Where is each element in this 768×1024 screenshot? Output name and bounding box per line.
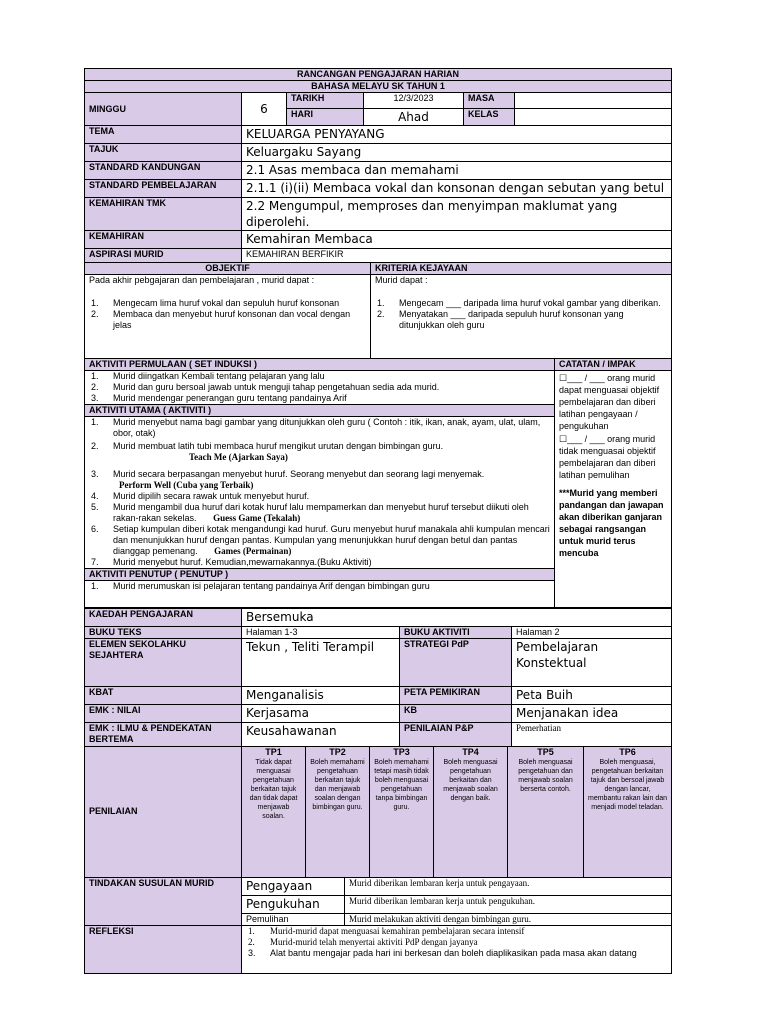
buku-teks-label: BUKU TEKS xyxy=(85,627,242,639)
tarikh-value: 12/3/2023 xyxy=(364,93,464,109)
tema-value: KELUARGA PENYAYANG xyxy=(242,126,672,144)
catatan-bold: ***Murid yang memberi pandangan dan jawapan akan diberikan ganjaran sebagai rangsangan untuk murid terus mencuba xyxy=(559,488,664,558)
tp2-cell xyxy=(306,747,370,877)
tp6-text: Boleh menguasai, pengetahuan berkaitan tajuk dan bersoal jawab dengan lancar, membantu rakan lain dan menjadi model teladan. xyxy=(588,759,667,811)
standard-pembelajaran-label: STANDARD PEMBELAJARAN xyxy=(85,180,242,198)
hari-value: Ahad xyxy=(364,109,464,126)
utama-item: 6. Setiap kumpulan diberi kotak mengandungi kad huruf. Guru menyebut huruf manakala ahli kumpulan mencari dan menunjukkan huruf dengan pantas. Kumpulan yang menunjukkan huruf dengan betul dan pantas dianggap pemenang. Games (Permainan) xyxy=(91,524,550,556)
kb-value: Menjanakan idea xyxy=(512,705,672,723)
penutup-header: AKTIVITI PENUTUP ( PENUTUP ) xyxy=(85,568,554,581)
objektif-item: 1. Mengecam lima huruf vokal dan sepuluh huruf konsonan xyxy=(91,298,340,308)
objektif-intro: Pada akhir pebgajaran dan pembelajaran , murid dapat : xyxy=(89,275,315,285)
pengukuhan-value: Murid diberikan lembaran kerja untuk pengukuhan. xyxy=(345,896,672,914)
minggu-value: 6 xyxy=(242,93,287,126)
peta-label: PETA PEMIKIRAN xyxy=(400,687,512,705)
pemulihan-value: Murid melakukan aktiviti dengan bimbingan guru. xyxy=(345,914,672,926)
kb-label: KB xyxy=(400,705,512,723)
pemulihan-label: Pemulihan xyxy=(242,914,345,926)
catatan-line-1: ☐___ / ___ orang murid dapat menguasai objektif pembelajaran dan diberi latihan pengayaan / pengukuhan xyxy=(559,373,660,431)
emk-nilai-value: Kerjasama xyxy=(242,705,400,723)
note-perform-well: Perform Well (Cuba yang Terbaik) xyxy=(119,480,254,490)
hari-label: HARI xyxy=(287,109,364,126)
peta-value: Peta Buih xyxy=(512,687,672,705)
refleksi-body xyxy=(242,926,672,974)
kriteria-intro: Murid dapat : xyxy=(375,275,428,285)
utama-item: 1. Murid menyebut nama bagi gambar yang ditunjukkan oleh guru ( Contoh : itik, ikan, anak, ayam, ulat, ulam, obor, otak) xyxy=(91,417,541,438)
tp1-heading: TP1 xyxy=(265,747,282,757)
utama-item: 2. Murid membuat latih tubi membaca huruf mengikut urutan dengan bimbingan guru. Teach Me (Ajarkan Saya) xyxy=(89,441,550,463)
refleksi-item: 2. Murid-murid telah menyertai aktiviti PdP dengan jayanya xyxy=(248,937,478,947)
objektif-body xyxy=(85,275,371,359)
plan-subtitle: BAHASA MELAYU SK TAHUN 1 xyxy=(85,81,672,93)
tp5-heading: TP5 xyxy=(537,747,554,757)
masa-label: MASA xyxy=(464,93,515,109)
plan-title: RANCANGAN PENGAJARAN HARIAN xyxy=(85,69,672,81)
strategi-label: STRATEGI PdP xyxy=(400,639,512,687)
permulaan-header: AKTIVITI PERMULAAN ( SET INDUKSI ) xyxy=(85,359,554,371)
buku-teks-value: Halaman 1-3 xyxy=(242,627,400,639)
tp2-text: Boleh memahami pengetahuan berkaitan tajuk dan menjawab soalan dengan bimbingan guru. xyxy=(310,759,365,811)
detail-table xyxy=(84,608,672,747)
tp2-heading: TP2 xyxy=(329,747,346,757)
tp3-text: Boleh memahami tetapi masih tidak boleh menguasai pengetahuan tanpa bimbingan guru. xyxy=(374,759,429,811)
tp3-heading: TP3 xyxy=(393,747,410,757)
standard-pembelajaran-value: 2.1.1 (i)(ii) Membaca vokal dan konsonan dengan sebutan yang betul xyxy=(242,180,672,198)
tindakan-table xyxy=(84,878,672,975)
permulaan-item: 1. Murid diingatkan Kembali tentang pelajaran yang lalu xyxy=(91,371,325,381)
objektif-item: 2. Membaca dan menyebut huruf konsonan dan vocal dengan jelas xyxy=(91,309,351,330)
utama-item: 4. Murid dipilih secara rawak untuk menyebut huruf. xyxy=(91,491,310,501)
refleksi-item: 1. Murid-murid dapat menguasai kemahiran pembelajaran secara intensif xyxy=(248,926,525,936)
emk-nilai-label: EMK : NILAI xyxy=(85,705,242,723)
note-games: Games (Permainan) xyxy=(214,546,292,556)
standard-kandungan-label: STANDARD KANDUNGAN xyxy=(85,162,242,180)
kbat-label: KBAT xyxy=(85,687,242,705)
tp5-cell xyxy=(508,747,584,877)
tarikh-label: TARIKH xyxy=(287,93,364,109)
emk-ilmu-label: EMK : ILMU & PENDEKATAN BERTEMA xyxy=(85,723,242,747)
penilaian-pp-value: Pemerhatian xyxy=(512,723,672,747)
buku-aktiviti-label: BUKU AKTIVITI xyxy=(400,627,512,639)
kriteria-item: 1. Mengecam ___ daripada lima huruf vokal gambar yang diberikan. xyxy=(377,298,661,308)
penilaian-label: PENILAIAN xyxy=(85,747,242,877)
catatan-header: CATATAN / IMPAK xyxy=(555,359,671,371)
tema-label: TEMA xyxy=(85,126,242,144)
utama-header: AKTIVITI UTAMA ( AKTIVITI ) xyxy=(85,404,554,417)
aktiviti-column xyxy=(85,359,555,608)
tp1-cell xyxy=(242,747,306,877)
kelas-label: KELAS xyxy=(464,109,515,126)
aktiviti-table xyxy=(84,359,672,608)
buku-aktiviti-value: Halaman 2 xyxy=(512,627,672,639)
tp6-heading: TP6 xyxy=(619,747,636,757)
objektif-header: OBJEKTIF xyxy=(85,263,371,275)
emk-ilmu-value: Keusahawanan xyxy=(242,723,400,747)
kriteria-item: 2. Menyatakan ___ daripada sepuluh huruf konsonan yang ditunjukkan oleh guru xyxy=(377,309,624,330)
note-teach-me: Teach Me (Ajarkan Saya) xyxy=(189,452,288,462)
aspirasi-label: ASPIRASI MURID xyxy=(85,249,242,263)
kelas-value xyxy=(515,109,672,126)
tp4-text: Boleh menguasai pengetahuan berkaitan dan menjawab soalan dengan baik. xyxy=(443,759,498,802)
standard-kandungan-value: 2.1 Asas membaca dan memahami xyxy=(242,162,672,180)
pengayaan-label: Pengayaan xyxy=(242,878,345,896)
tp4-cell xyxy=(434,747,508,877)
permulaan-item: 3. Murid mendengar penerangan guru tentang pandainya Arif xyxy=(91,393,347,403)
elemen-label: ELEMEN SEKOLAHKU SEJAHTERA xyxy=(85,639,242,687)
catatan-line-2: ☐___ / ___ orang murid tidak menguasai objektif pembelajaran dan diberi latihan pemulihan xyxy=(559,434,656,480)
lesson-plan-sheet xyxy=(84,68,671,974)
kbat-value: Menganalisis xyxy=(242,687,400,705)
tindakan-label: TINDAKAN SUSULAN MURID xyxy=(85,878,242,926)
penilaian-table xyxy=(84,747,672,878)
kaedah-label: KAEDAH PENGAJARAN xyxy=(85,609,242,627)
tp4-heading: TP4 xyxy=(462,747,479,757)
kemahiran-tmk-label: KEMAHIRAN TMK xyxy=(85,198,242,231)
pengukuhan-label: Pengukuhan xyxy=(242,896,345,914)
aspirasi-value: KEMAHIRAN BERFIKIR xyxy=(242,249,672,263)
kriteria-header: KRITERIA KEJAYAAN xyxy=(371,263,672,275)
masa-value xyxy=(515,93,672,109)
note-guess-game: Guess Game (Tekalah) xyxy=(213,513,301,523)
kaedah-value: Bersemuka xyxy=(242,609,672,627)
elemen-value: Tekun , Teliti Terampil xyxy=(242,639,400,687)
tp6-cell xyxy=(584,747,672,877)
tp1-text: Tidak dapat menguasai pengetahuan berkaitan tajuk dan tidak dapat menjawab soalan. xyxy=(249,759,298,820)
kemahiran-value: Kemahiran Membaca xyxy=(242,231,672,249)
pengayaan-value: Murid diberikan lembaran kerja untuk pengayaan. xyxy=(345,878,672,896)
tp3-cell xyxy=(370,747,434,877)
utama-item: 5. Murid mengambil dua huruf dari kotak huruf lalu mempamerkan dan menyebut huruf tersebut diikuti oleh rakan-rakan sekelas. Guess Game (Tekalah) xyxy=(91,502,529,523)
refleksi-label: REFLEKSI xyxy=(85,926,242,974)
utama-item: 7. Murid menyebut huruf. Kemudian,mewarnakannya.(Buku Aktiviti) xyxy=(91,557,372,567)
lesson-plan-table xyxy=(84,68,672,359)
utama-item: 3. Murid secara berpasangan menyebut huruf. Seorang menyebut dan seorang lagi menyemak. Perform Well (Cuba yang Terbaik) xyxy=(89,469,550,491)
penutup-item: 1. Murid merumuskan isi pelajaran tentang pandainya Arif dengan bimbingan guru xyxy=(91,581,430,591)
minggu-label: MINGGU xyxy=(85,93,242,126)
tp5-text: Boleh menguasai pengetahuan dan menjawab soalan berserta contoh. xyxy=(518,759,573,793)
kemahiran-label: KEMAHIRAN xyxy=(85,231,242,249)
kemahiran-tmk-value: 2.2 Mengumpul, memproses dan menyimpan maklumat yang diperolehi. xyxy=(242,198,672,231)
tajuk-label: TAJUK xyxy=(85,144,242,162)
permulaan-item: 2. Murid dan guru bersoal jawab untuk menguji tahap pengetahuan sedia ada murid. xyxy=(91,382,440,392)
tajuk-value: Keluargaku Sayang xyxy=(242,144,672,162)
catatan-column xyxy=(555,359,672,608)
refleksi-item: 3. Alat bantu mengajar pada hari ini berkesan dan boleh diaplikasikan pada masa akan datang xyxy=(248,948,637,958)
penilaian-pp-label: PENILAIAN P&P xyxy=(400,723,512,747)
kriteria-body xyxy=(371,275,672,359)
strategi-value: Pembelajaran Konstektual xyxy=(512,639,672,687)
